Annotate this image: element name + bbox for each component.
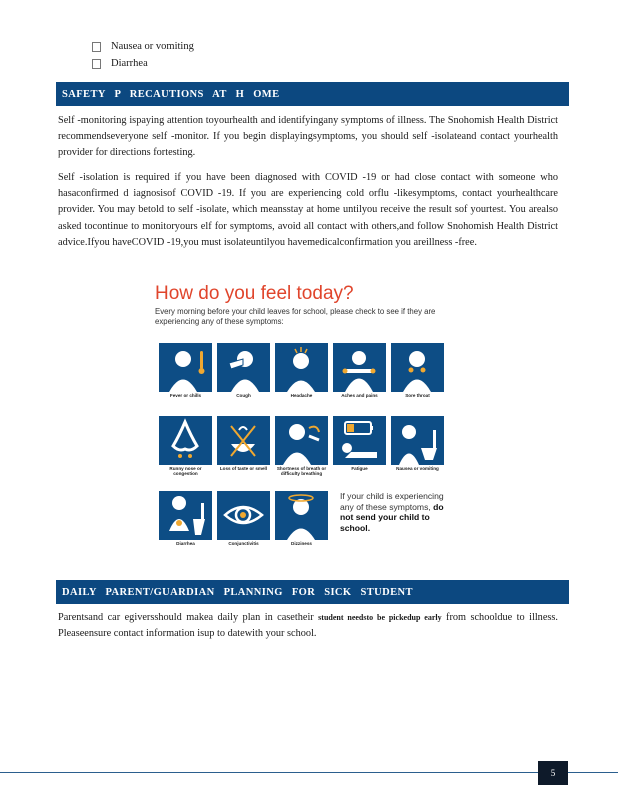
bullet-box-icon bbox=[92, 59, 101, 69]
shortness-of-breath-icon bbox=[275, 416, 328, 465]
symptom-tile: Aches and pains bbox=[333, 343, 386, 401]
bullet-item: Nausea or vomiting bbox=[92, 38, 194, 55]
eye-icon bbox=[217, 491, 270, 540]
loss-of-taste-icon bbox=[217, 416, 270, 465]
aches-icon bbox=[333, 343, 386, 392]
fatigue-icon bbox=[333, 416, 386, 465]
diarrhea-icon bbox=[159, 491, 212, 540]
infographic-callout: If your child is experiencing any of these symptoms, do not send your child to school. bbox=[340, 491, 444, 533]
paragraph-self-isolation: Self -isolation is required if you have been diagnosed with COVID -19 or had close contact with someone who hasaconfirmed d iagnosisof COVID -19. If you are experiencing cold orflu -likesymptoms, contact yourhealthcare provider. You may betold to self -isolate, which meansstay at home untilyou receive the result sof yourtest. You arealso asked tocontinue to monitoryours elf for symptoms, avoid all contact with others,and follow Snohomish Health District advice.Ifyou haveCOVID -19,you must isolateuntilyou havemedicalconfirmation you areillness -free. bbox=[58, 172, 558, 248]
footer-rule bbox=[0, 772, 618, 773]
symptom-tile: Headache bbox=[275, 343, 328, 401]
symptom-tile: Diarrhea bbox=[159, 491, 212, 549]
nausea-icon bbox=[391, 416, 444, 465]
paragraph-daily-plan: Parentsand car egiversshould makea daily plan in casetheir student needsto be pickedup early from schooldue to illness. Pleaseensure contact information isup to datewith your school. bbox=[58, 612, 558, 640]
runny-nose-icon bbox=[159, 416, 212, 465]
infographic-subtitle: Every morning before your child leaves for school, please check to see if they are experiencing any of these symptoms: bbox=[155, 307, 436, 326]
symptom-tile: Sore throat bbox=[391, 343, 444, 401]
symptom-tile: Loss of taste or smell bbox=[217, 416, 270, 474]
symptom-tile: Shortness of breath or difficulty breathing bbox=[275, 416, 328, 474]
headache-icon bbox=[275, 343, 328, 392]
symptom-bullet-list bbox=[92, 38, 194, 72]
bullet-box-icon bbox=[92, 42, 101, 52]
bullet-item: Diarrhea bbox=[92, 55, 194, 72]
callout-warning: do not send your child to school. bbox=[340, 501, 444, 533]
symptom-tile: Conjunctivitis bbox=[217, 491, 270, 549]
section-heading-sick-student: DAILY PARENT/GUARDIAN PLANNING FOR SICK STUDENT bbox=[56, 580, 569, 604]
page-number: 5 bbox=[538, 761, 568, 785]
paragraph-self-monitoring: Self -monitoring ispaying attention toyourhealth and identifyingany symptoms of illness. The Snohomish Health District recommendseveryone self -monitor. If you begin displayingsymptoms, you should self -isolateand contact yourhealth provider for directions fortesting. bbox=[58, 115, 558, 159]
symptom-tile: Nausea or vomiting bbox=[391, 416, 444, 474]
symptom-tile: Dizziness bbox=[275, 491, 328, 549]
cough-icon bbox=[217, 343, 270, 392]
section-heading-safety: SAFETY P RECAUTIONS AT H OME bbox=[56, 82, 569, 106]
symptom-infographic bbox=[155, 283, 455, 563]
symptom-tile: Runny nose or congestion bbox=[159, 416, 212, 474]
symptom-tile: Cough bbox=[217, 343, 270, 401]
infographic-title: How do you feel today? bbox=[155, 283, 354, 304]
symptom-tile: Fatigue bbox=[333, 416, 386, 474]
symptom-tile: Fever or chills bbox=[159, 343, 212, 401]
dizziness-icon bbox=[275, 491, 328, 540]
sore-throat-icon bbox=[391, 343, 444, 392]
fever-icon bbox=[159, 343, 212, 392]
